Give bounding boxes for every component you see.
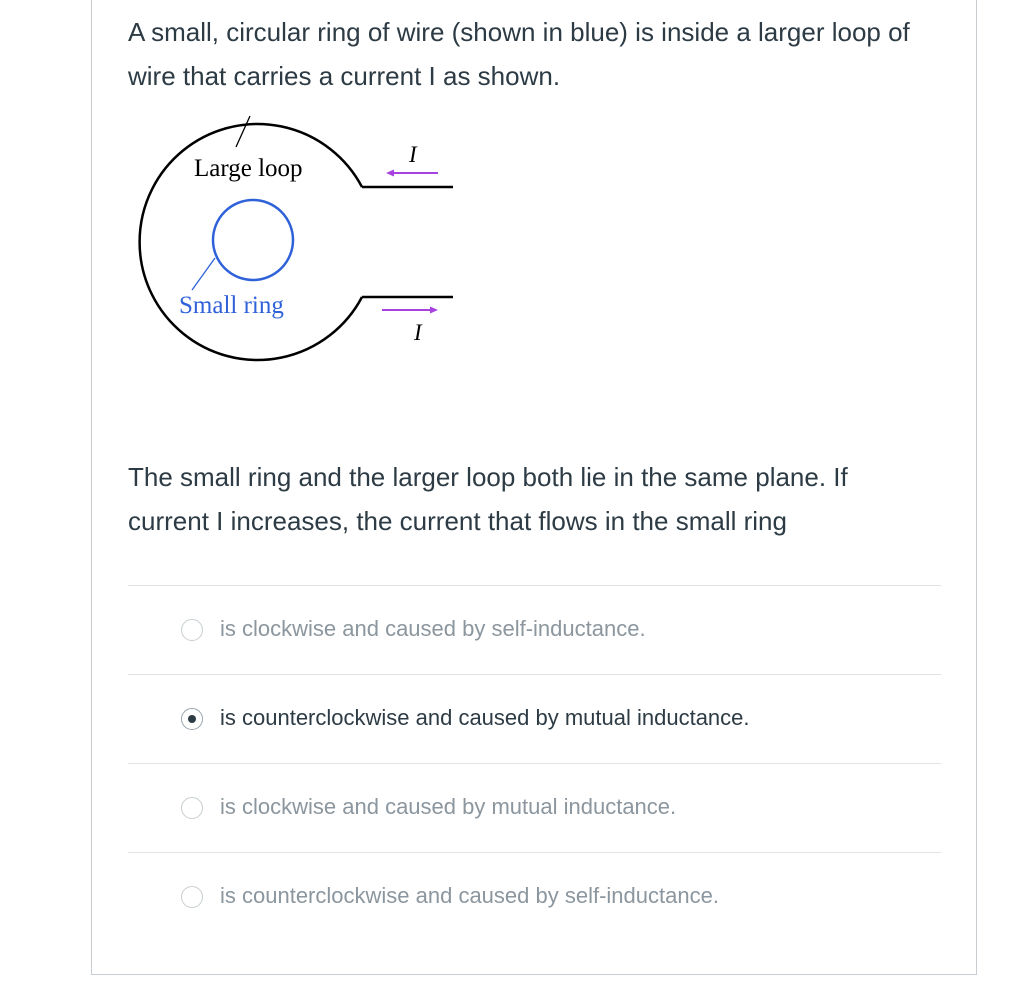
current-label-bottom: I bbox=[414, 320, 422, 345]
large-loop-label: Large loop bbox=[194, 155, 303, 182]
answer-text: is counterclockwise and caused by mutual inductance. bbox=[220, 705, 750, 730]
answer-option-1[interactable] bbox=[128, 585, 941, 674]
radio-button[interactable] bbox=[181, 797, 203, 819]
answer-text: is counterclockwise and caused by self-inductance. bbox=[220, 883, 719, 908]
small-ring-label: Small ring bbox=[179, 292, 284, 319]
answer-option-2[interactable] bbox=[128, 674, 941, 763]
question-prompt: The small ring and the larger loop both lie in the same plane. If current I increases, the current that flows in the small ring bbox=[128, 462, 848, 536]
answer-option-3[interactable] bbox=[128, 763, 941, 852]
radio-button-selected[interactable] bbox=[181, 708, 203, 730]
answer-option-4[interactable] bbox=[128, 852, 941, 941]
large-loop-leader bbox=[236, 116, 250, 147]
top-arrowhead bbox=[386, 170, 394, 177]
answer-list bbox=[128, 585, 941, 941]
bottom-arrowhead bbox=[430, 307, 438, 314]
radio-button[interactable] bbox=[181, 886, 203, 908]
answer-text: is clockwise and caused by self-inductance. bbox=[220, 616, 646, 641]
circuit-figure bbox=[120, 112, 480, 382]
answer-text: is clockwise and caused by mutual inductance. bbox=[220, 794, 677, 819]
small-ring-leader bbox=[192, 258, 215, 290]
question-intro: A small, circular ring of wire (shown in blue) is inside a larger loop of wire that carries a current I as shown. bbox=[128, 17, 910, 91]
small-ring bbox=[213, 200, 293, 280]
current-label-top: I bbox=[409, 142, 417, 167]
radio-button[interactable] bbox=[181, 619, 203, 641]
